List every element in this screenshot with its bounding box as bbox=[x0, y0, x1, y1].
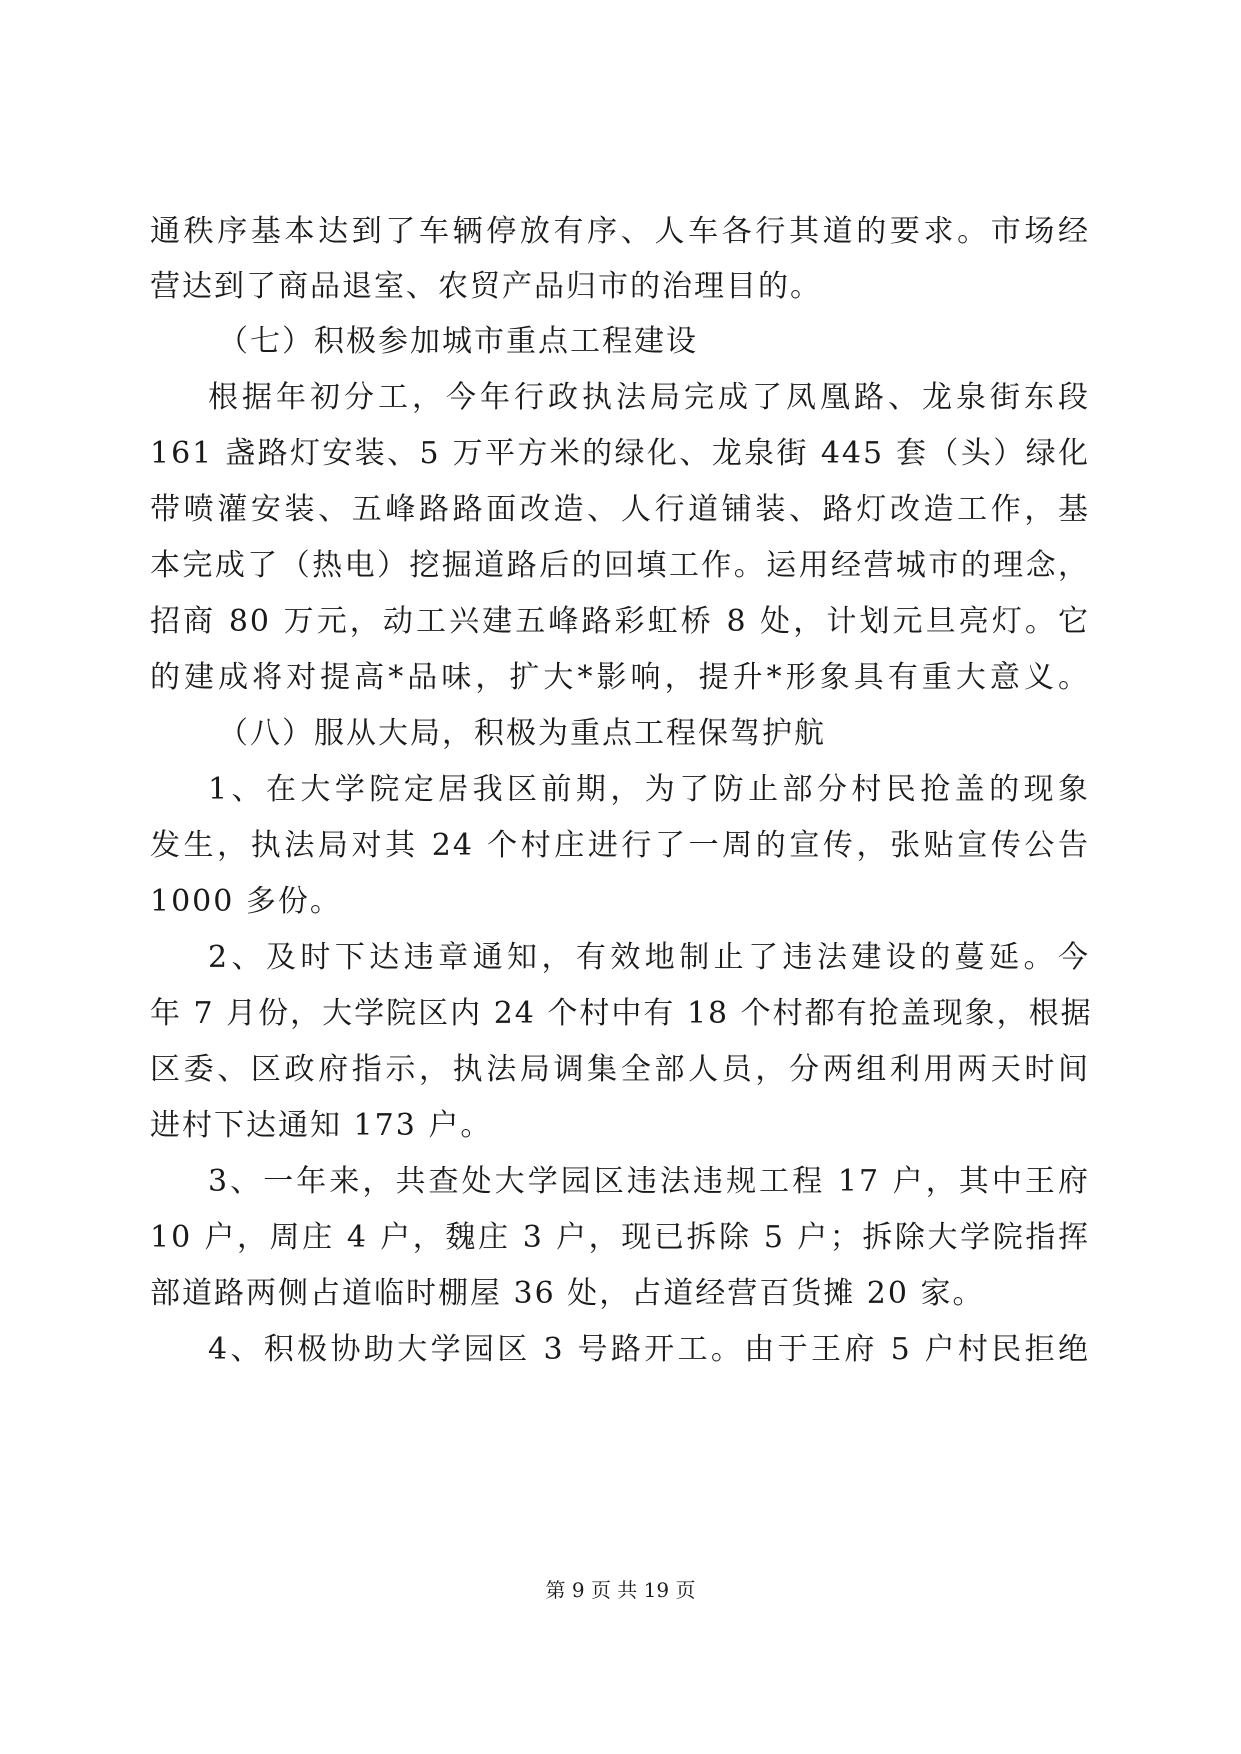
paragraph-line: 3、一年来，共查处大学园区违法违规工程 17 户，其中王府 bbox=[208, 1164, 1090, 1199]
paragraph-line: 通秩序基本达到了车辆停放有序、人车各行其道的要求。市场经 bbox=[150, 214, 1090, 249]
page-number-footer: 第 9 页 共 19 页 bbox=[545, 1578, 696, 1602]
paragraph-line: 1、在大学院定居我区前期，为了防止部分村民抢盖的现象 bbox=[208, 772, 1090, 807]
paragraph-line: 2、及时下达违章通知，有效地制止了违法建设的蔓延。今 bbox=[208, 940, 1090, 975]
paragraph-line: 的建成将对提高*品味，扩大*影响，提升*形象具有重大意义。 bbox=[150, 660, 1090, 695]
paragraph-line: 区委、区政府指示，执法局调集全部人员，分两组利用两天时间 bbox=[150, 1052, 1090, 1087]
paragraph-line: 4、积极协助大学园区 3 号路开工。由于王府 5 户村民拒绝 bbox=[208, 1332, 1090, 1367]
paragraph-line: 本完成了（热电）挖掘道路后的回填工作。运用经营城市的理念， bbox=[150, 548, 1090, 583]
section-heading: （七）积极参加城市重点工程建设 bbox=[218, 324, 698, 359]
paragraph-line: 年 7 月份，大学院区内 24 个村中有 18 个村都有抢盖现象，根据 bbox=[150, 996, 1093, 1031]
paragraph-line: 部道路两侧占道临时棚屋 36 处，占道经营百货摊 20 家。 bbox=[150, 1276, 985, 1311]
paragraph-line: 营达到了商品退室、农贸产品归市的治理目的。 bbox=[150, 269, 822, 304]
paragraph-line: 发生，执法局对其 24 个村庄进行了一周的宣传，张贴宣传公告 bbox=[150, 828, 1090, 863]
section-heading: （八）服从大局，积极为重点工程保驾护航 bbox=[218, 716, 826, 751]
paragraph-line: 根据年初分工，今年行政执法局完成了凤凰路、龙泉街东段 bbox=[208, 380, 1090, 415]
paragraph-line: 10 户，周庄 4 户，魏庄 3 户，现已拆除 5 户；拆除大学院指挥 bbox=[150, 1220, 1090, 1255]
paragraph-line: 带喷灌安装、五峰路路面改造、人行道铺装、路灯改造工作，基 bbox=[150, 492, 1090, 527]
paragraph-line: 招商 80 万元，动工兴建五峰路彩虹桥 8 处，计划元旦亮灯。它 bbox=[150, 604, 1090, 639]
paragraph-line: 1000 多份。 bbox=[150, 884, 342, 919]
paragraph-line: 进村下达通知 173 户。 bbox=[150, 1108, 493, 1143]
paragraph-line: 161 盏路灯安装、5 万平方米的绿化、龙泉街 445 套（头）绿化 bbox=[150, 436, 1090, 471]
